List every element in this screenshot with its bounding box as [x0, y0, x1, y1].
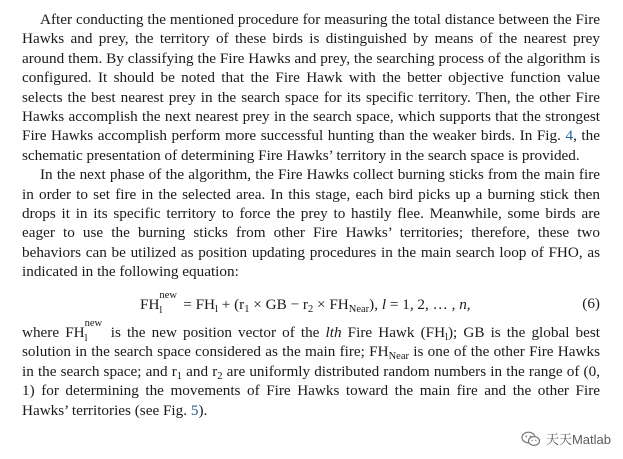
p3-t7: are uniformly distributed random numbers in the range of (0, 1) for determining the movements of Fire Hawks toward the main fire and the other Fire Hawks’ territories (see Fig. — [22, 362, 600, 419]
paragraph-territory — [22, 10, 600, 165]
paragraph-2-text: In the next phase of the algorithm, the Fire Hawks collect burning sticks from the main fire in order to set fire in the selected area. In this stage, each bird picks up a burning stick then drops it in its specific territory to force the prey to hastily flee. Meanwhile, some birds are eager to use the burning sticks from other Fire Hawks’ territories; therefore, these two behaviors can be utilized as position updating procedures in the main search loop of FHO, as indicated in the following equation: — [22, 166, 600, 281]
p3-t8: ). — [198, 401, 208, 419]
p3-t3: Fire Hawk (FH — [341, 323, 446, 341]
watermark-label: 天天Matlab — [545, 432, 611, 447]
eq-range-end: n — [459, 295, 467, 313]
eq-rhs-sub-near: Near — [348, 303, 370, 315]
eq-rhs-part1: = FH — [179, 295, 215, 313]
eq-rhs-part3: × GB − r — [249, 295, 308, 313]
eq-rhs-part5: ), — [369, 295, 382, 313]
eq-lhs-sub: l — [159, 304, 163, 316]
p3-sub-l: l — [84, 332, 88, 344]
eq-lhs-subsup — [159, 289, 179, 316]
p3-t2: is the new position vector of the — [104, 323, 326, 341]
p3-t5: is one of the other Fire Hawks in the search space; and r — [22, 343, 600, 380]
paragraph-where — [22, 317, 600, 420]
p3-t1: where FH — [22, 323, 85, 341]
eq-rhs-sub-r1: 1 — [244, 303, 250, 315]
paragraph-burning-sticks — [22, 165, 600, 281]
p3-t4: ); GB is the global best solution in the search space considered as the main fire; FH — [22, 323, 600, 361]
eq-range-var: l — [381, 295, 387, 313]
p3-sub-near: Near — [388, 351, 409, 363]
eq-lhs-sup: new — [159, 289, 177, 301]
watermark — [521, 429, 611, 448]
eq-range-text: = 1, 2, … , — [386, 295, 460, 313]
p3-lth: lth — [325, 323, 342, 341]
equation-body — [140, 289, 471, 316]
eq-rhs-part2: + (r — [217, 295, 245, 313]
paragraph-1-text-a: After conducting the mentioned procedure for measuring the total distance between the Fire Hawks and prey, the territory of these birds is distinguished by means of the nearest prey around them. By classifying the Fire Hawks and prey, the searching process of the algorithm is configured. It should be noted that the Fire Hawk with the better objective function value selects the best nearest prey in the search space for its specific territory. Then, the other Fire Hawks accomplish the next nearest prey in the search space, which supports that the strongest Fire Hawks accomplish perform more successful hunting than the weaker birds. In Fig. — [22, 11, 600, 145]
paper-body — [22, 10, 600, 420]
eq-range-tail: , — [466, 295, 471, 313]
p3-sub-1: 1 — [176, 370, 183, 382]
p3-sup-new: new — [84, 317, 103, 329]
p3-sub-2: 2 — [217, 370, 223, 382]
paragraph-1-text-b: , the schematic presentation of determining Fire Hawks’ territory in the search space is provided. — [22, 127, 600, 164]
equation-number: (6) — [582, 294, 600, 312]
p3-t6: and r — [182, 362, 218, 380]
eq-rhs-part4: × FH — [313, 295, 349, 313]
eq-lhs-base: FH — [140, 295, 160, 313]
p3-fh-subsup — [84, 317, 105, 344]
eq-rhs-sub1: l — [215, 303, 218, 315]
figure-4-link[interactable]: 4 — [565, 127, 574, 145]
figure-5-link[interactable]: 5 — [190, 401, 199, 419]
equation-6 — [22, 284, 600, 322]
p3-sub-l2: l — [445, 331, 448, 343]
wechat-icon — [521, 431, 541, 447]
eq-rhs-sub-r2: 2 — [307, 303, 314, 315]
